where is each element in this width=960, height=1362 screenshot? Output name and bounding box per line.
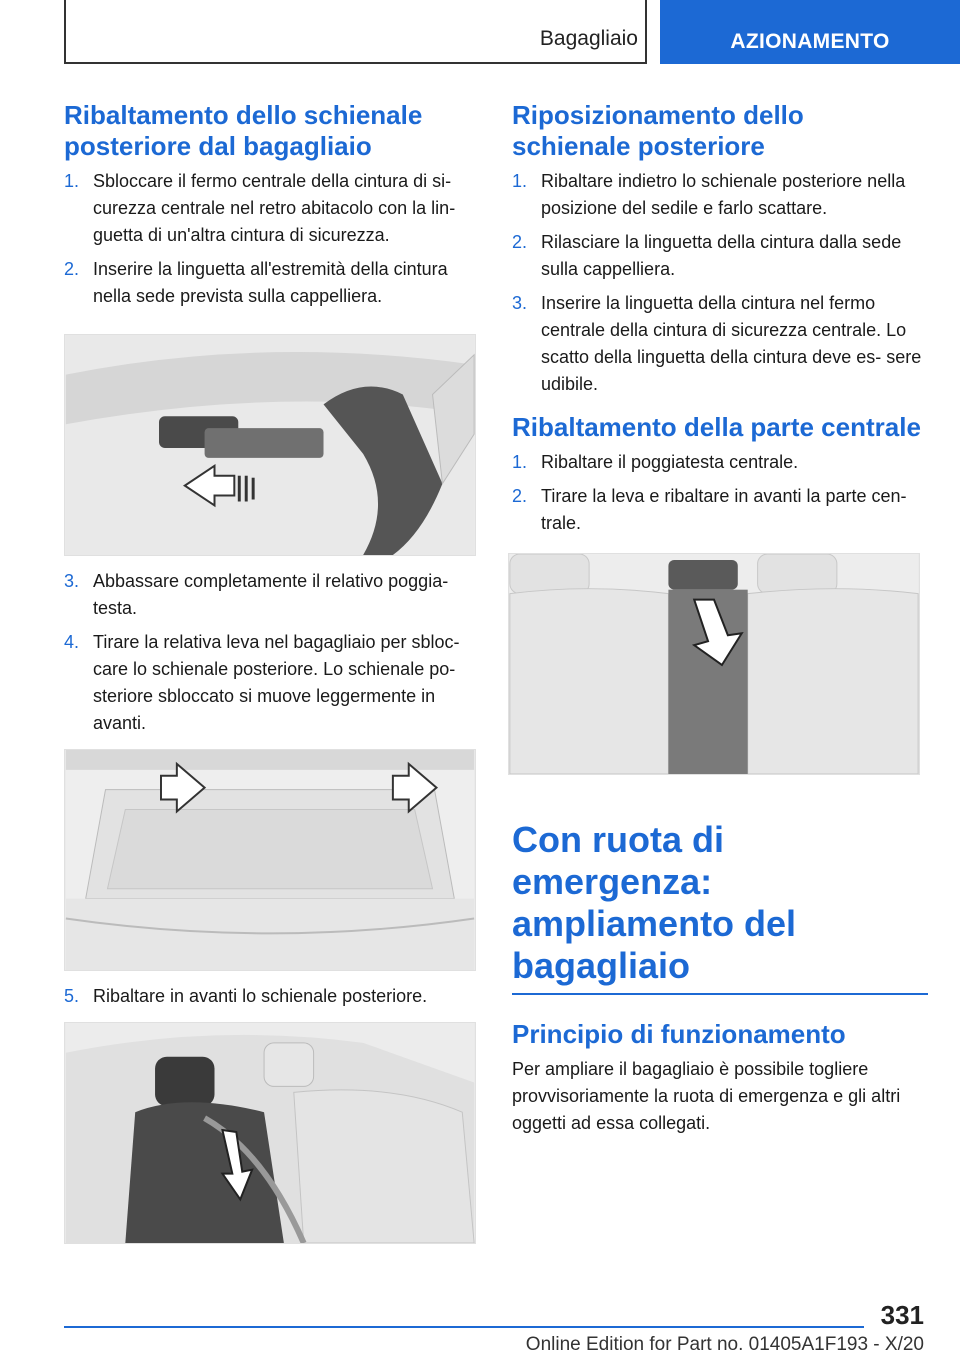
figure-center-fold bbox=[508, 553, 920, 775]
step-number: 3. bbox=[64, 571, 80, 591]
step-text: Rilasciare la linguetta della cintura dalla sede sulla cappelliera. bbox=[541, 232, 902, 279]
left-column bbox=[64, 100, 476, 1244]
step-item bbox=[512, 449, 928, 476]
step-number: 2. bbox=[512, 486, 528, 506]
header-chapter-tab: AZIONAMENTO bbox=[660, 0, 960, 64]
step-number: 1. bbox=[512, 171, 528, 191]
step-text: Sbloccare il fermo centrale della cintura di si- curezza centrale nel retro abitacolo con la lin- guetta di un'altra cintura di sicurezza. bbox=[93, 171, 456, 245]
step-item bbox=[512, 168, 928, 222]
right-column bbox=[512, 100, 928, 1137]
step-item bbox=[512, 290, 928, 398]
step-text: Abbassare completamente il relativo poggia- testa. bbox=[93, 571, 449, 618]
step-text: Ribaltare il poggiatesta centrale. bbox=[541, 452, 799, 472]
step-item bbox=[64, 568, 476, 622]
step-number: 2. bbox=[64, 259, 80, 279]
step-number: 1. bbox=[512, 452, 528, 472]
left-heading: Ribaltamento dello schienale posteriore dal bagagliaio bbox=[64, 100, 423, 161]
step-number: 5. bbox=[64, 986, 80, 1006]
step-item bbox=[64, 629, 476, 737]
step-text: Tirare la leva e ribaltare in avanti la parte cen- trale. bbox=[541, 486, 907, 533]
step-item bbox=[64, 256, 476, 310]
sub-heading-principle: Principio di funzionamento bbox=[512, 1019, 846, 1049]
step-text: Ribaltare indietro lo schienale posteriore nella posizione del sedile e farlo scattare. bbox=[541, 171, 906, 218]
step-number: 2. bbox=[512, 232, 528, 252]
step-number: 4. bbox=[64, 632, 80, 652]
figure-parcel-shelf-belt bbox=[64, 334, 476, 556]
header-section-title: Bagagliaio bbox=[539, 27, 638, 50]
figure-trunk-levers bbox=[64, 749, 476, 971]
step-item bbox=[64, 168, 476, 249]
figure-seat-fold-forward bbox=[64, 1022, 476, 1244]
edition-footer: Online Edition for Part no. 01405A1F193 - X/20 bbox=[525, 1334, 924, 1355]
right-heading-reposition: Riposizionamento dello schienale posteriore bbox=[512, 100, 804, 161]
step-text: Inserire la linguetta della cintura nel fermo centrale della cintura di sicurezza centrale. Lo scatto della linguetta della cintura deve es- sere udibile. bbox=[541, 293, 922, 394]
section-title-spare-wheel: Con ruota di emergenza: ampliamento del bagagliaio bbox=[512, 819, 928, 995]
page-number: 331 bbox=[880, 1300, 924, 1330]
principle-body-text: Per ampliare il bagagliaio è possibile togliere provvisoriamente la ruota di emergenza e gli altri oggetti ad essa collegati. bbox=[512, 1059, 901, 1133]
step-text: Tirare la relativa leva nel bagagliaio per sbloc- care lo schienale posteriore. Lo schienale po- steriore sbloccato si muove leggermente in avanti. bbox=[93, 632, 460, 733]
step-number: 3. bbox=[512, 293, 528, 313]
step-item bbox=[512, 483, 928, 537]
step-item bbox=[512, 229, 928, 283]
right-heading-center-fold: Ribaltamento della parte centrale bbox=[512, 412, 921, 442]
step-item bbox=[64, 983, 476, 1010]
step-text: Inserire la linguetta all'estremità della cintura nella sede prevista sulla cappelliera. bbox=[93, 259, 448, 306]
footer-divider bbox=[64, 1326, 864, 1328]
step-number: 1. bbox=[64, 171, 80, 191]
step-text: Ribaltare in avanti lo schienale posteriore. bbox=[93, 986, 428, 1006]
